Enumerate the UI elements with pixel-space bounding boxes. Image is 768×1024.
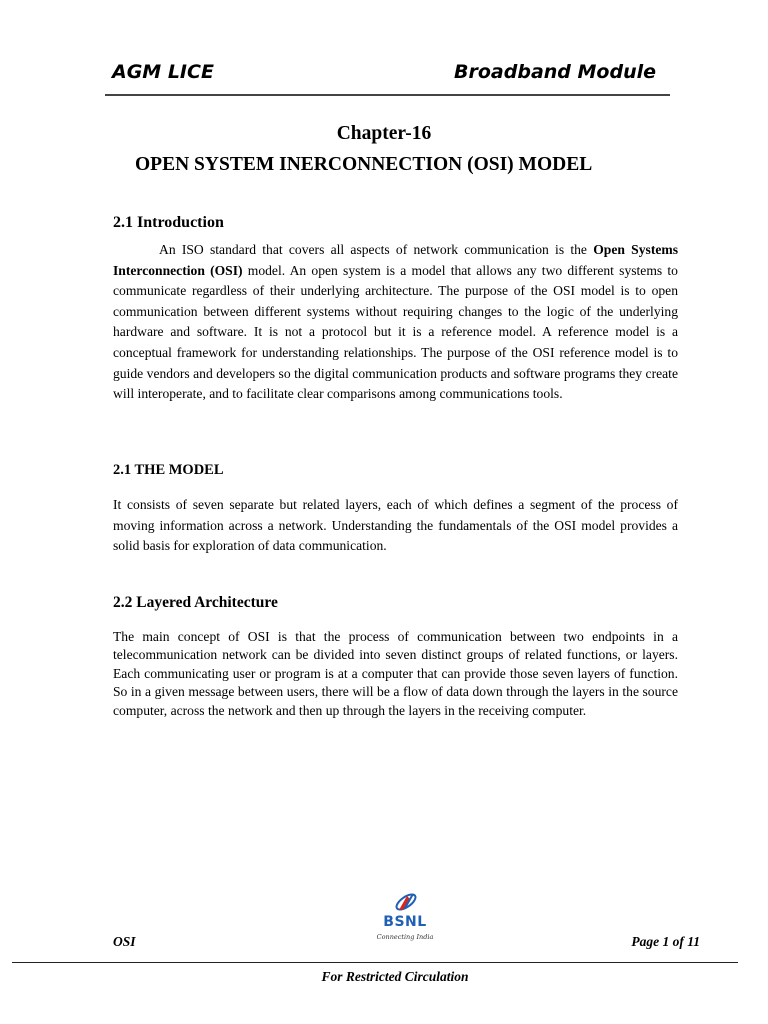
footer-left: OSI	[113, 934, 136, 949]
bsnl-logo-tagline: Connecting India	[376, 933, 434, 941]
page-number: Page 1 of 11	[631, 934, 700, 949]
chapter-title: OPEN SYSTEM INERCONNECTION (OSI) MODEL	[135, 154, 593, 175]
section-heading-introduction: 2.1 Introduction	[113, 214, 224, 231]
introduction-paragraph: An ISO standard that covers all aspects of network communication is the Open Systems Interconnection (OSI) model. An open system is a model that allows any two different systems to communicate regardless of their underlying architecture. The purpose of the OSI model is to open communication between different systems without requiring changes to the logic of the underlying hardware and software. It is not a protocol but it is a reference model. A reference model is a conceptual framework for understanding relationships. The purpose of the OSI reference model is to guide vendors and developers so the digital communication products and software programs they create will interoperate, and to facilitate clear comparisons among communications tools.	[113, 242, 678, 402]
footer-divider	[12, 962, 738, 963]
bsnl-logo	[374, 890, 436, 946]
layered-architecture-paragraph: The main concept of OSI is that the process of communication between two endpoints in a telecommunication network can be divided into seven distinct groups of related functions, or layers. Each communicating user or program is at a computer that can provide those seven layers of function. So in a given message between users, there will be a flow of data down through the layers in the source computer, across the network and then up through the layers in the receiving computer.	[113, 629, 678, 718]
bsnl-logo-text: BSNL	[383, 914, 427, 930]
section-heading-the-model: 2.1 THE MODEL	[113, 462, 224, 478]
header-right: Broadband Module	[454, 61, 656, 83]
bsnl-logo-emblem-icon	[393, 890, 419, 914]
header-left: AGM LICE	[112, 61, 214, 83]
header-divider	[105, 94, 670, 96]
chapter-number: Chapter-16	[336, 123, 432, 144]
section-heading-layered-architecture: 2.2 Layered Architecture	[113, 594, 278, 611]
the-model-paragraph: It consists of seven separate but related layers, each of which defines a segment of the process of moving information across a network. Understanding the fundamentals of the OSI model provides a solid basis for exploration of data communication.	[113, 497, 678, 554]
restricted-circulation-note: For Restricted Circulation	[321, 969, 469, 984]
